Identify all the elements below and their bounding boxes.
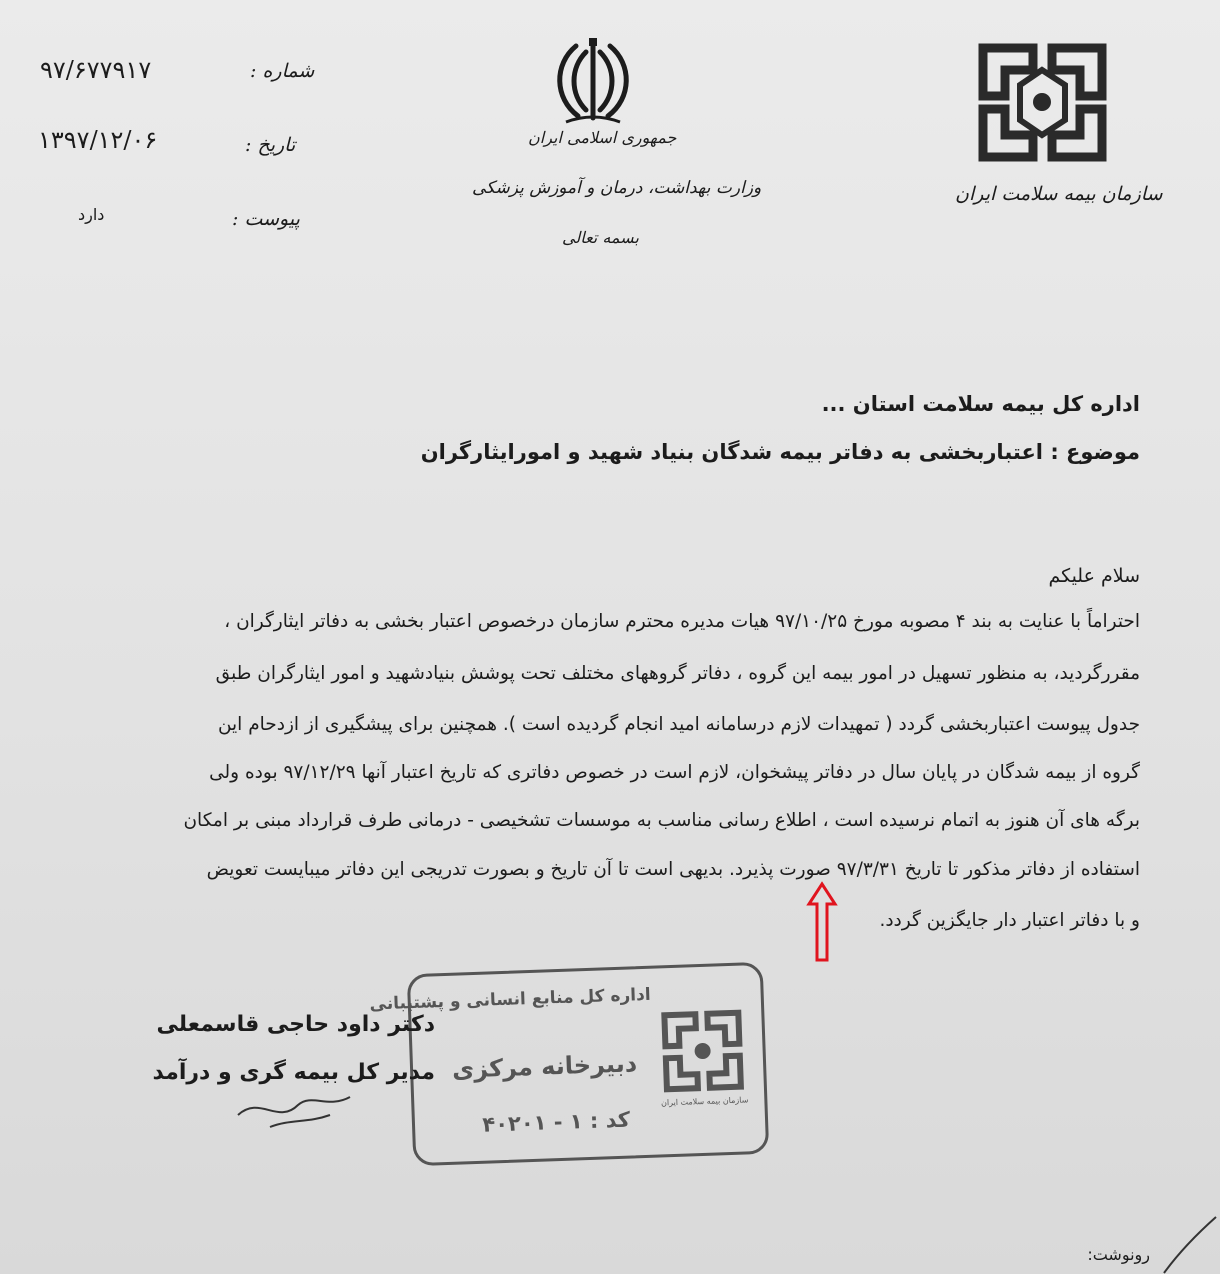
- attachment-label: پیوست :: [232, 208, 300, 230]
- attachment-value: دارد: [78, 205, 105, 224]
- stamp-line-3: کد : ۱ - ۴۰۲۰۱: [481, 1107, 631, 1137]
- handwritten-signature: [230, 1075, 370, 1135]
- iran-emblem-icon: [548, 36, 638, 128]
- stamp-line-2: دبیرخانه مرکزی: [451, 1049, 638, 1084]
- number-label: شماره :: [250, 60, 315, 82]
- body-line-1: احتراماً با عنایت به بند ۴ مصوبه مورخ ۹۷/۱۰/۲۵ هیات مدیره محترم سازمان درخصوص اعتبار بخشی به دفاتر ایثارگران ،: [224, 611, 1140, 632]
- stamp-logo-icon: [659, 1008, 746, 1095]
- greeting: سلام علیکم: [1048, 565, 1140, 587]
- date-label: تاریخ :: [245, 134, 296, 156]
- red-arrow-icon: [806, 880, 838, 964]
- invocation: بسمه تعالی: [562, 228, 639, 247]
- signer-title: مدیر کل بیمه گری و درآمد: [152, 1060, 435, 1085]
- stamp-line-1: اداره کل منابع انسانی و پشتیبانی: [369, 984, 651, 1015]
- insurance-logo-icon: [975, 40, 1110, 165]
- body-line-2: مقررگردید، به منظور تسهیل در امور بیمه این گروه ، دفاتر گروههای مختلف تحت پوشش بنیادشهید و امور ایثارگران طبق: [215, 663, 1140, 684]
- letter-date: ۱۳۹۷/۱۲/۰۶: [38, 126, 158, 154]
- recipient-line: اداره کل بیمه سلامت استان ...: [821, 392, 1140, 416]
- subject-line: موضوع : اعتباربخشی به دفاتر بیمه شدگان بنیاد شهید و امورایثارگران: [420, 440, 1140, 464]
- body-line-4: گروه از بیمه شدگان در پایان سال در دفاتر پیشخوان، لازم است در خصوص دفاتری که تاریخ اعتبار آنها ۹۷/۱۲/۲۹ بوده ولی: [209, 762, 1140, 783]
- cc-label: رونوشت:: [1087, 1245, 1150, 1264]
- office-stamp: [369, 962, 769, 1166]
- ministry-title: وزارت بهداشت، درمان و آموزش پزشکی: [472, 178, 762, 198]
- pen-mark: [1150, 1215, 1220, 1274]
- letter-number: ۹۷/۶۷۷۹۱۷: [40, 56, 152, 84]
- body-line-7: و با دفاتر اعتبار دار جایگزین گردد.: [879, 910, 1140, 931]
- body-line-5: برگه های آن هنوز به اتمام نرسیده است ، اطلاع رسانی مناسب به موسسات تشخیصی - درمانی طرف قرارداد مبنی بر امکان: [183, 810, 1140, 831]
- body-line-6: استفاده از دفاتر مذکور تا تاریخ ۹۷/۳/۳۱ صورت پذیرد. بدیهی است تا آن تاریخ و بصورت تدریجی این دفاتر میبایست تعویض: [206, 859, 1140, 880]
- republic-title: جمهوری اسلامی ایران: [528, 128, 677, 147]
- org-name: سازمان بیمه سلامت ایران: [955, 183, 1163, 205]
- signer-name: دکتر داود حاجی قاسمعلی: [156, 1012, 435, 1037]
- body-line-3: جدول پیوست اعتباربخشی گردد ( تمهیدات لازم درسامانه امید انجام گردیده است ). همچنین برای پیشگیری از ازدحام این: [217, 714, 1140, 735]
- stamp-logo-caption: سازمان بیمه سلامت ایران: [660, 1095, 749, 1108]
